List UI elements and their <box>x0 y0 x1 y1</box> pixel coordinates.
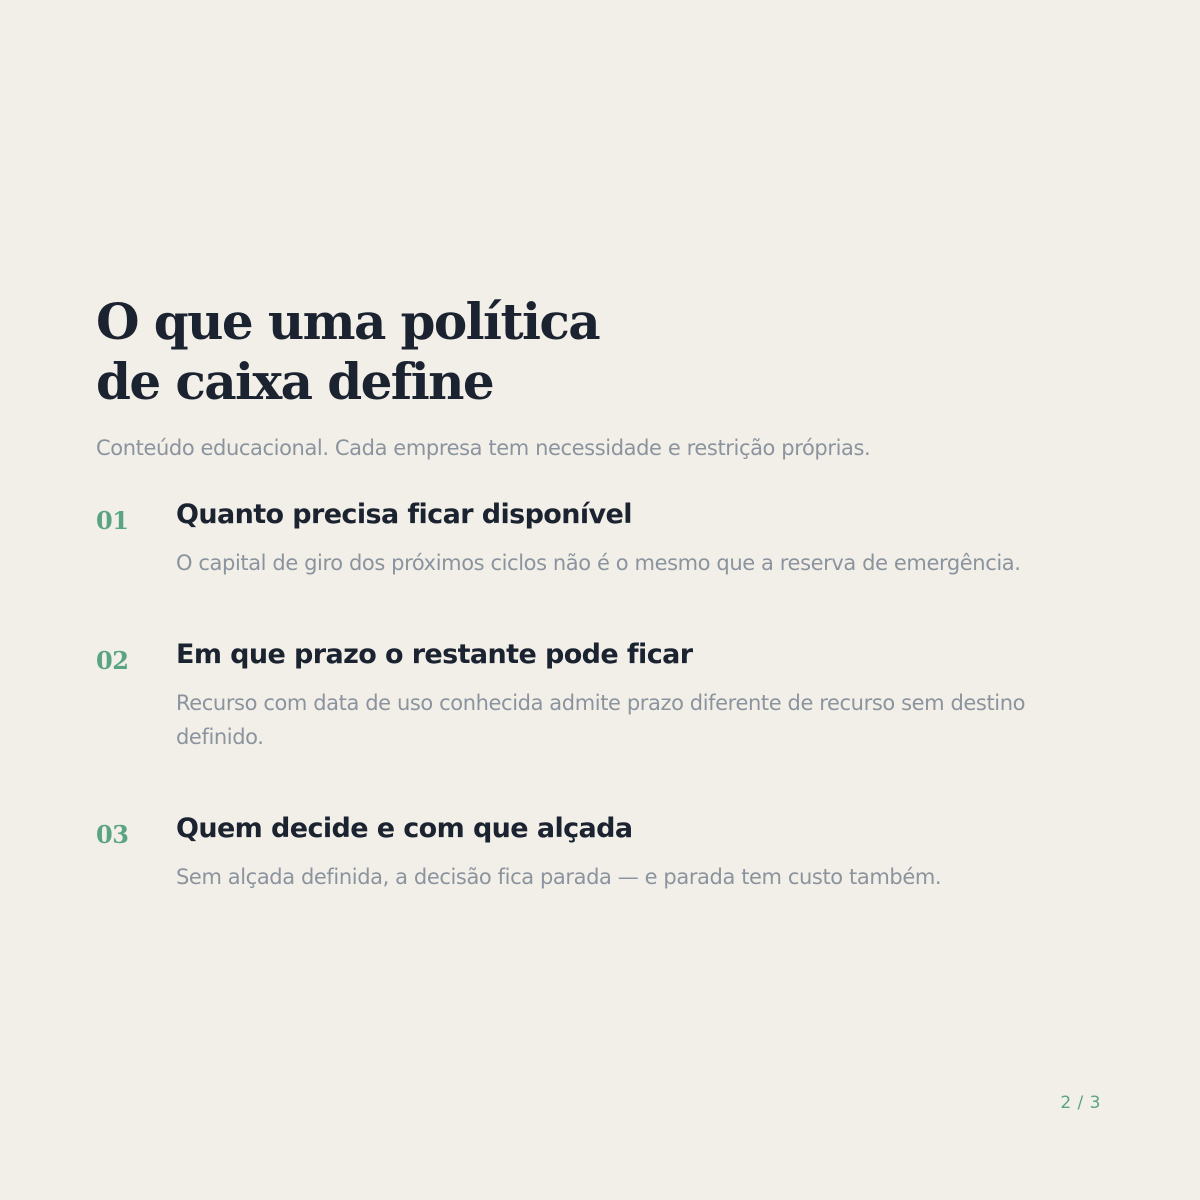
item-heading: Em que prazo o restante pode ficar <box>176 639 693 670</box>
item-description: Sem alçada definida, a decisão fica parada — e parada tem custo também. <box>176 865 942 889</box>
item-description: Recurso com data de uso conhecida admite prazo diferente de recurso sem destino definido. <box>176 691 1026 749</box>
slide-title <box>96 292 599 412</box>
item-number: 01 <box>96 506 129 535</box>
slide-subtitle: Conteúdo educacional. Cada empresa tem necessidade e restrição próprias. <box>96 436 871 460</box>
item-description: O capital de giro dos próximos ciclos não é o mesmo que a reserva de emergência. <box>176 551 1021 575</box>
item-heading: Quanto precisa ficar disponível <box>176 499 632 530</box>
slide-title-line-2: de caixa define <box>96 352 494 411</box>
item-heading: Quem decide e com que alçada <box>176 813 633 844</box>
item-number: 03 <box>96 820 129 849</box>
slide-title-line-1: O que uma política <box>96 292 599 351</box>
page-indicator: 2 / 3 <box>1060 1093 1101 1113</box>
item-number: 02 <box>96 646 129 675</box>
